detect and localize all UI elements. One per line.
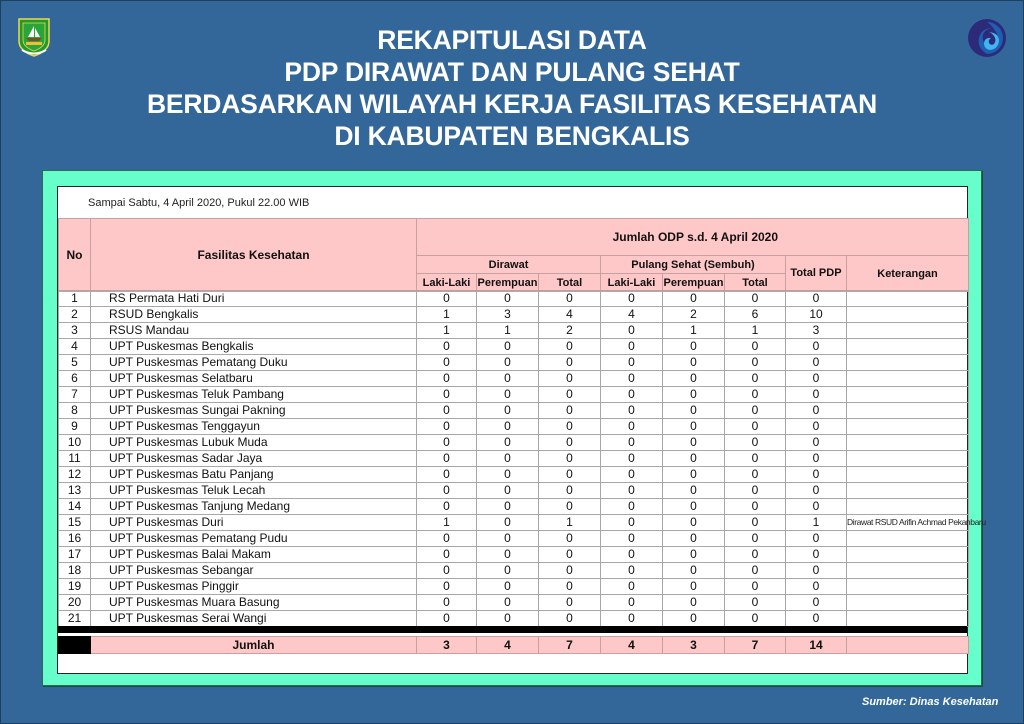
- table-row: [59, 499, 969, 515]
- row-dirawat-total: 0: [539, 419, 601, 435]
- row-dirawat-perempuan: 0: [477, 499, 539, 515]
- row-keterangan: [847, 355, 969, 371]
- totals-pdp: 14: [786, 637, 847, 654]
- header-dirawat-laki: Laki-Laki: [417, 274, 477, 292]
- row-dirawat-perempuan: 0: [477, 595, 539, 611]
- row-pulang-perempuan: 0: [663, 515, 725, 531]
- row-pulang-laki: 0: [601, 531, 663, 547]
- row-dirawat-perempuan: 0: [477, 547, 539, 563]
- row-dirawat-laki: 0: [417, 579, 477, 595]
- row-keterangan: Dirawat RSUD Arifin Achmad Pekanbaru: [847, 515, 969, 531]
- table-row: [59, 323, 969, 339]
- row-dirawat-perempuan: 1: [477, 323, 539, 339]
- row-facility: UPT Puskesmas Tanjung Medang: [91, 499, 417, 515]
- row-keterangan: [847, 419, 969, 435]
- row-no: 13: [59, 483, 91, 499]
- row-dirawat-perempuan: 0: [477, 403, 539, 419]
- row-pulang-perempuan: 0: [663, 563, 725, 579]
- row-pulang-total: 0: [725, 467, 786, 483]
- table-row: [59, 435, 969, 451]
- row-no: 12: [59, 467, 91, 483]
- header-pulang: Pulang Sehat (Sembuh): [601, 256, 786, 274]
- row-facility: RSUD Bengkalis: [91, 307, 417, 323]
- header-facility: Fasilitas Kesehatan: [91, 219, 417, 292]
- row-pulang-total: 0: [725, 531, 786, 547]
- row-pulang-perempuan: 0: [663, 419, 725, 435]
- row-total-pdp: 0: [786, 371, 847, 387]
- row-no: 19: [59, 579, 91, 595]
- row-keterangan: [847, 547, 969, 563]
- table-row: [59, 403, 969, 419]
- row-no: 14: [59, 499, 91, 515]
- row-dirawat-total: 0: [539, 595, 601, 611]
- row-total-pdp: 0: [786, 595, 847, 611]
- row-dirawat-laki: 0: [417, 467, 477, 483]
- row-facility: UPT Puskesmas Selatbaru: [91, 371, 417, 387]
- header-total-pdp: [786, 256, 847, 292]
- row-keterangan: [847, 387, 969, 403]
- row-no: 10: [59, 435, 91, 451]
- totals-pulang-perempuan: 3: [663, 637, 725, 654]
- totals-dirawat-perempuan: 4: [477, 637, 539, 654]
- row-dirawat-total: 0: [539, 563, 601, 579]
- row-pulang-perempuan: 2: [663, 307, 725, 323]
- row-dirawat-total: 0: [539, 531, 601, 547]
- separator-bar: [58, 626, 967, 633]
- row-pulang-perempuan: 0: [663, 483, 725, 499]
- row-dirawat-laki: 1: [417, 515, 477, 531]
- row-total-pdp: 0: [786, 451, 847, 467]
- row-facility: UPT Puskesmas Teluk Pambang: [91, 387, 417, 403]
- row-pulang-total: 0: [725, 483, 786, 499]
- row-pulang-laki: 0: [601, 371, 663, 387]
- row-dirawat-perempuan: 0: [477, 483, 539, 499]
- table-row: [59, 531, 969, 547]
- row-total-pdp: 0: [786, 611, 847, 627]
- row-dirawat-total: 0: [539, 467, 601, 483]
- row-dirawat-laki: 0: [417, 355, 477, 371]
- header-group: [417, 219, 969, 256]
- row-dirawat-laki: 0: [417, 499, 477, 515]
- row-dirawat-total: 0: [539, 387, 601, 403]
- row-total-pdp: 0: [786, 531, 847, 547]
- totals-dirawat-total: 7: [539, 637, 601, 654]
- row-total-pdp: 0: [786, 419, 847, 435]
- table-row: [59, 467, 969, 483]
- row-total-pdp: 0: [786, 355, 847, 371]
- row-pulang-perempuan: 0: [663, 579, 725, 595]
- row-no: 8: [59, 403, 91, 419]
- row-pulang-total: 0: [725, 339, 786, 355]
- table-row: [59, 355, 969, 371]
- page-title: [0, 24, 1024, 152]
- row-dirawat-laki: 0: [417, 387, 477, 403]
- row-dirawat-total: 0: [539, 547, 601, 563]
- row-dirawat-perempuan: 0: [477, 467, 539, 483]
- totals-dirawat-laki: 3: [417, 637, 477, 654]
- title-line-3: BERDASARKAN WILAYAH KERJA FASILITAS KESEHATAN: [146, 89, 878, 119]
- row-pulang-total: 0: [725, 435, 786, 451]
- table-header: [58, 218, 969, 292]
- header-total-pdp-label: Total PDP: [790, 267, 842, 279]
- row-keterangan: [847, 595, 969, 611]
- row-no: 17: [59, 547, 91, 563]
- row-pulang-total: 0: [725, 595, 786, 611]
- row-keterangan: [847, 483, 969, 499]
- row-dirawat-perempuan: 0: [477, 371, 539, 387]
- row-pulang-total: 0: [725, 387, 786, 403]
- row-pulang-perempuan: 0: [663, 547, 725, 563]
- row-keterangan: [847, 467, 969, 483]
- row-pulang-laki: 0: [601, 515, 663, 531]
- table-row: [59, 307, 969, 323]
- row-dirawat-laki: 0: [417, 291, 477, 307]
- row-no: 21: [59, 611, 91, 627]
- row-pulang-laki: 0: [601, 595, 663, 611]
- row-total-pdp: 1: [786, 515, 847, 531]
- row-dirawat-total: 0: [539, 403, 601, 419]
- row-keterangan: [847, 339, 969, 355]
- row-pulang-total: 0: [725, 611, 786, 627]
- row-no: 9: [59, 419, 91, 435]
- row-pulang-perempuan: 0: [663, 499, 725, 515]
- row-pulang-total: 0: [725, 515, 786, 531]
- row-total-pdp: 0: [786, 563, 847, 579]
- title-line-4: DI KABUPATEN BENGKALIS: [334, 121, 690, 151]
- row-pulang-laki: 0: [601, 563, 663, 579]
- row-no: 5: [59, 355, 91, 371]
- row-total-pdp: 3: [786, 323, 847, 339]
- row-facility: UPT Puskesmas Tenggayun: [91, 419, 417, 435]
- row-dirawat-total: 0: [539, 499, 601, 515]
- header-pulang-total: Total: [725, 274, 786, 292]
- row-facility: RSUS Mandau: [91, 323, 417, 339]
- row-pulang-perempuan: 0: [663, 291, 725, 307]
- report-date: Sampai Sabtu, 4 April 2020, Pukul 22.00 WIB: [88, 197, 310, 209]
- row-facility: UPT Puskesmas Muara Basung: [91, 595, 417, 611]
- row-pulang-perempuan: 0: [663, 595, 725, 611]
- totals-keterangan: [847, 637, 969, 654]
- row-keterangan: [847, 531, 969, 547]
- row-no: 20: [59, 595, 91, 611]
- header-pulang-laki: Laki-Laki: [601, 274, 663, 292]
- row-pulang-laki: 0: [601, 355, 663, 371]
- header-pulang-perempuan: Perempuan: [663, 274, 725, 292]
- row-pulang-perempuan: 1: [663, 323, 725, 339]
- row-pulang-total: 0: [725, 403, 786, 419]
- row-no: 2: [59, 307, 91, 323]
- row-total-pdp: 0: [786, 547, 847, 563]
- row-pulang-total: 0: [725, 419, 786, 435]
- row-pulang-perempuan: 0: [663, 531, 725, 547]
- row-pulang-laki: 0: [601, 579, 663, 595]
- row-pulang-laki: 0: [601, 291, 663, 307]
- row-dirawat-perempuan: 0: [477, 355, 539, 371]
- row-pulang-total: 0: [725, 579, 786, 595]
- row-pulang-total: 0: [725, 499, 786, 515]
- totals-row: [58, 636, 969, 654]
- row-pulang-laki: 0: [601, 435, 663, 451]
- row-pulang-laki: 0: [601, 611, 663, 627]
- table-body: [58, 290, 986, 627]
- row-total-pdp: 0: [786, 579, 847, 595]
- header-keterangan: Keterangan: [847, 256, 969, 292]
- table-row: [59, 371, 969, 387]
- table-row: [59, 515, 969, 531]
- table-row: [59, 483, 969, 499]
- row-pulang-perempuan: 0: [663, 403, 725, 419]
- row-pulang-perempuan: 0: [663, 467, 725, 483]
- row-no: 7: [59, 387, 91, 403]
- table-row: [59, 451, 969, 467]
- row-dirawat-perempuan: 0: [477, 515, 539, 531]
- title-line-2: PDP DIRAWAT DAN PULANG SEHAT: [284, 57, 740, 87]
- table-row: [59, 611, 969, 627]
- row-dirawat-perempuan: 0: [477, 419, 539, 435]
- row-dirawat-total: 0: [539, 483, 601, 499]
- row-total-pdp: 0: [786, 435, 847, 451]
- row-pulang-total: 0: [725, 371, 786, 387]
- row-keterangan: [847, 563, 969, 579]
- totals-pulang-total: 7: [725, 637, 786, 654]
- row-dirawat-perempuan: 3: [477, 307, 539, 323]
- row-dirawat-perempuan: 0: [477, 339, 539, 355]
- table-row: [59, 419, 969, 435]
- row-keterangan: [847, 611, 969, 627]
- row-pulang-perempuan: 0: [663, 611, 725, 627]
- row-facility: UPT Puskesmas Sungai Pakning: [91, 403, 417, 419]
- row-facility: UPT Puskesmas Duri: [91, 515, 417, 531]
- row-dirawat-perempuan: 0: [477, 291, 539, 307]
- row-dirawat-perempuan: 0: [477, 611, 539, 627]
- row-dirawat-laki: 0: [417, 563, 477, 579]
- row-pulang-total: 0: [725, 563, 786, 579]
- row-pulang-laki: 0: [601, 339, 663, 355]
- row-pulang-laki: 0: [601, 323, 663, 339]
- header-dirawat-perempuan: Perempuan: [477, 274, 539, 292]
- row-dirawat-laki: 0: [417, 403, 477, 419]
- data-sheet: [57, 186, 986, 674]
- header-dirawat-total: Total: [539, 274, 601, 292]
- row-facility: RS Permata Hati Duri: [91, 291, 417, 307]
- row-dirawat-total: 0: [539, 579, 601, 595]
- row-keterangan: [847, 291, 969, 307]
- row-keterangan: [847, 579, 969, 595]
- row-total-pdp: 0: [786, 291, 847, 307]
- row-facility: UPT Puskesmas Balai Makam: [91, 547, 417, 563]
- row-dirawat-perempuan: 0: [477, 435, 539, 451]
- row-dirawat-total: 0: [539, 291, 601, 307]
- row-pulang-perempuan: 0: [663, 339, 725, 355]
- table-row: [59, 291, 969, 307]
- row-dirawat-perempuan: 0: [477, 563, 539, 579]
- row-dirawat-perempuan: 0: [477, 579, 539, 595]
- row-facility: UPT Puskesmas Teluk Lecah: [91, 483, 417, 499]
- row-no: 15: [59, 515, 91, 531]
- row-total-pdp: 10: [786, 307, 847, 323]
- row-dirawat-total: 2: [539, 323, 601, 339]
- header-no: No: [59, 219, 91, 292]
- row-dirawat-total: 0: [539, 451, 601, 467]
- row-no: 16: [59, 531, 91, 547]
- source-note: Sumber: Dinas Kesehatan: [862, 696, 999, 708]
- row-total-pdp: 0: [786, 467, 847, 483]
- row-pulang-laki: 4: [601, 307, 663, 323]
- row-total-pdp: 0: [786, 403, 847, 419]
- totals-label: Jumlah: [91, 637, 417, 654]
- row-facility: UPT Puskesmas Pematang Pudu: [91, 531, 417, 547]
- row-no: 6: [59, 371, 91, 387]
- table-row: [59, 339, 969, 355]
- row-pulang-laki: 0: [601, 451, 663, 467]
- row-keterangan: [847, 451, 969, 467]
- row-pulang-laki: 0: [601, 419, 663, 435]
- row-dirawat-total: 4: [539, 307, 601, 323]
- row-pulang-total: 1: [725, 323, 786, 339]
- row-pulang-laki: 0: [601, 467, 663, 483]
- row-no: 4: [59, 339, 91, 355]
- table-row: [59, 387, 969, 403]
- table-row: [59, 547, 969, 563]
- row-total-pdp: 0: [786, 499, 847, 515]
- table-row: [59, 563, 969, 579]
- row-facility: UPT Puskesmas Pematang Duku: [91, 355, 417, 371]
- row-dirawat-laki: 1: [417, 307, 477, 323]
- row-keterangan: [847, 371, 969, 387]
- row-pulang-perempuan: 0: [663, 435, 725, 451]
- row-no: 3: [59, 323, 91, 339]
- row-keterangan: [847, 323, 969, 339]
- row-pulang-laki: 0: [601, 387, 663, 403]
- row-dirawat-total: 0: [539, 355, 601, 371]
- row-dirawat-laki: 0: [417, 531, 477, 547]
- row-dirawat-perempuan: 0: [477, 451, 539, 467]
- row-pulang-total: 0: [725, 547, 786, 563]
- row-dirawat-laki: 0: [417, 419, 477, 435]
- row-pulang-laki: 0: [601, 547, 663, 563]
- row-dirawat-total: 1: [539, 515, 601, 531]
- row-no: 1: [59, 291, 91, 307]
- row-dirawat-laki: 0: [417, 611, 477, 627]
- row-pulang-perempuan: 0: [663, 355, 725, 371]
- row-pulang-laki: 0: [601, 499, 663, 515]
- row-pulang-laki: 0: [601, 483, 663, 499]
- row-facility: UPT Puskesmas Batu Panjang: [91, 467, 417, 483]
- row-dirawat-total: 0: [539, 611, 601, 627]
- row-pulang-laki: 0: [601, 403, 663, 419]
- row-facility: UPT Puskesmas Lubuk Muda: [91, 435, 417, 451]
- row-pulang-total: 0: [725, 355, 786, 371]
- row-keterangan: [847, 435, 969, 451]
- header-group-label: Jumlah ODP s.d. 4 April 2020: [612, 230, 779, 244]
- row-facility: UPT Puskesmas Serai Wangi: [91, 611, 417, 627]
- title-line-1: REKAPITULASI DATA: [377, 25, 647, 55]
- row-pulang-total: 6: [725, 307, 786, 323]
- row-dirawat-perempuan: 0: [477, 387, 539, 403]
- totals-no-cell: [59, 637, 91, 654]
- row-dirawat-total: 0: [539, 371, 601, 387]
- row-dirawat-laki: 0: [417, 451, 477, 467]
- row-dirawat-total: 0: [539, 339, 601, 355]
- row-no: 11: [59, 451, 91, 467]
- row-dirawat-laki: 0: [417, 483, 477, 499]
- totals-pulang-laki: 4: [601, 637, 663, 654]
- row-facility: UPT Puskesmas Sadar Jaya: [91, 451, 417, 467]
- row-dirawat-laki: 0: [417, 371, 477, 387]
- row-pulang-perempuan: 0: [663, 451, 725, 467]
- row-pulang-perempuan: 0: [663, 371, 725, 387]
- row-dirawat-laki: 1: [417, 323, 477, 339]
- row-no: 18: [59, 563, 91, 579]
- row-dirawat-laki: 0: [417, 547, 477, 563]
- row-pulang-perempuan: 0: [663, 387, 725, 403]
- row-keterangan: [847, 499, 969, 515]
- row-keterangan: [847, 403, 969, 419]
- row-pulang-total: 0: [725, 451, 786, 467]
- row-total-pdp: 0: [786, 387, 847, 403]
- row-dirawat-laki: 0: [417, 435, 477, 451]
- row-dirawat-total: 0: [539, 435, 601, 451]
- row-facility: UPT Puskesmas Pinggir: [91, 579, 417, 595]
- row-total-pdp: 0: [786, 483, 847, 499]
- row-dirawat-perempuan: 0: [477, 531, 539, 547]
- row-dirawat-laki: 0: [417, 595, 477, 611]
- row-keterangan: [847, 307, 969, 323]
- row-dirawat-laki: 0: [417, 339, 477, 355]
- table-row: [59, 579, 969, 595]
- row-pulang-total: 0: [725, 291, 786, 307]
- row-total-pdp: 0: [786, 339, 847, 355]
- row-facility: UPT Puskesmas Sebangar: [91, 563, 417, 579]
- row-facility: UPT Puskesmas Bengkalis: [91, 339, 417, 355]
- header-dirawat: Dirawat: [417, 256, 601, 274]
- table-row: [59, 595, 969, 611]
